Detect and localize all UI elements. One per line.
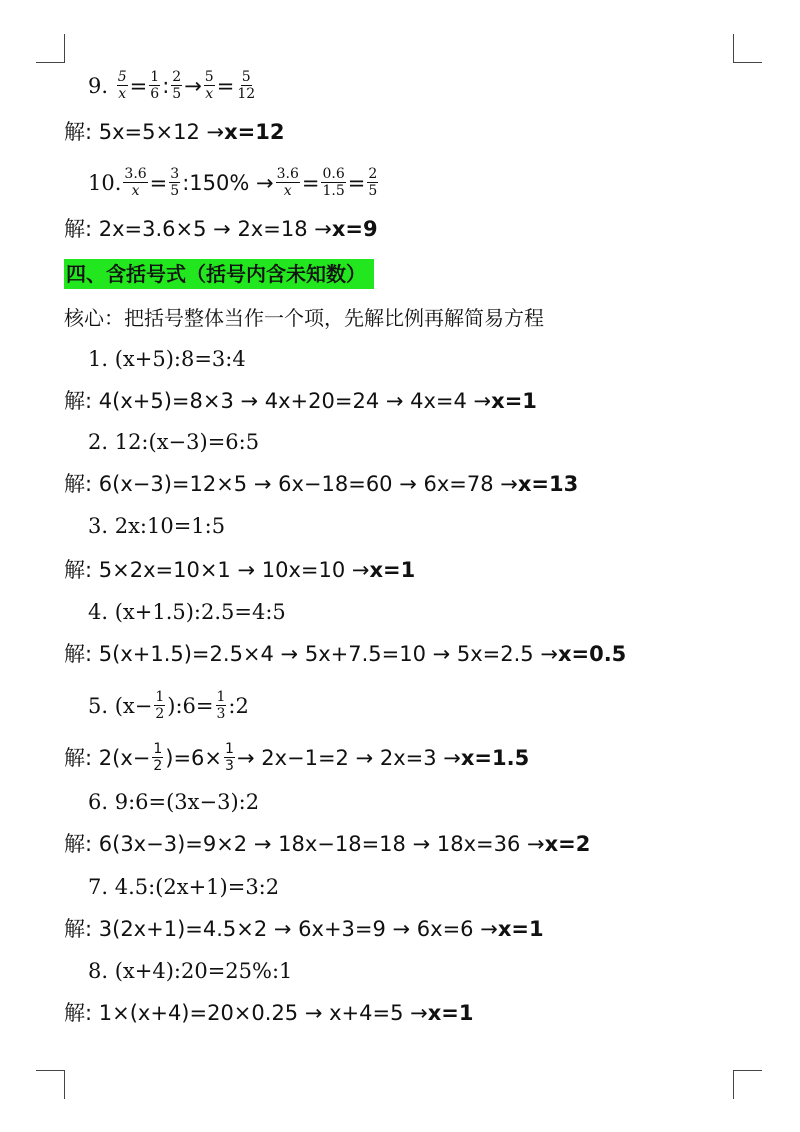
question-9: 9. $\frac{5}{x}$ = $\frac{1}{6}$ : $\frac{2}{5}$ → $\frac{5}{x}$ = $\frac{5}{12}$ (88, 69, 256, 102)
answer-10: 解: 2x=3.6×5 → 2x=18 → x=9 (64, 214, 378, 244)
answer-8: 解: 1×(x+4)=20×0.25 → x+4=5 → x=1 (64, 998, 474, 1028)
answer-1: 解: 4(x+5)=8×3 → 4x+20=24 → 4x=4 → x=1 (64, 386, 537, 416)
final-answer: x=1 (427, 1001, 474, 1025)
final-answer: x=1 (491, 389, 537, 413)
answer-4: 解: 5(x+1.5)=2.5×4 → 5x+7.5=10 → 5x=2.5 → x=0.5 (64, 639, 626, 669)
question-number: 10. (88, 170, 122, 195)
answer-5: 解: 2(x− $\frac{1}{2}$ )=6× $\frac{1}{3}$ → 2x−1=2 → 2x=3 → x=1.5 (64, 741, 530, 774)
crop-mark-bottom-left (36, 1070, 65, 1099)
fraction: $\frac{3.6}{x}$ (276, 166, 299, 199)
question-7: 7. 4.5:(2x+1)=3:2 (88, 875, 280, 899)
final-answer: x=9 (331, 217, 378, 241)
fraction: $\frac{5}{x}$ (204, 69, 214, 102)
final-answer: x=1 (497, 917, 544, 941)
fraction: $\frac{3.6}{x}$ (124, 166, 147, 199)
answer-7: 解: 3(2x+1)=4.5×2 → 6x+3=9 → 6x=6 → x=1 (64, 914, 544, 944)
fraction: $\frac{1}{3}$ (216, 689, 226, 722)
fraction: $\frac{1}{2}$ (153, 741, 163, 774)
answer-2: 解: 6(x−3)=12×5 → 6x−18=60 → 6x=78 → x=13 (64, 469, 578, 499)
answer-3: 解: 5×2x=10×1 → 10x=10 → x=1 (64, 555, 415, 585)
question-2: 2. 12:(x−3)=6:5 (88, 430, 260, 454)
final-answer: x=2 (544, 832, 591, 856)
question-6: 6. 9:6=(3x−3):2 (88, 790, 260, 814)
fraction: $\frac{1}{2}$ (155, 689, 165, 722)
question-3: 3. 2x:10=1:5 (88, 514, 226, 538)
fraction: $\frac{2}{5}$ (368, 166, 378, 199)
fraction: $\frac{1}{6}$ (150, 69, 160, 102)
question-5: 5. (x− $\frac{1}{2}$ ):6= $\frac{1}{3}$ :2 (88, 689, 249, 722)
fraction: $\frac{3}{5}$ (170, 166, 180, 199)
answer-9: 解: 5x=5×12 → x=12 (64, 117, 284, 147)
fraction: $\frac{0.6}{1.5}$ (322, 166, 345, 199)
fraction: $\frac{1}{3}$ (225, 741, 234, 774)
final-answer: x=1 (369, 558, 416, 582)
crop-mark-bottom-right (733, 1070, 762, 1099)
question-number: 9. (88, 73, 109, 98)
question-8: 8. (x+4):20=25%:1 (88, 959, 293, 983)
crop-mark-top-right (733, 34, 762, 63)
section-heading: 四、含括号式（括号内含未知数） (64, 259, 374, 289)
question-10: 10. $\frac{3.6}{x}$ = $\frac{3}{5}$ :150% → $\frac{3.6}{x}$ = $\frac{0.6}{1.5}$ = $\frac{2}{5}$ (88, 166, 378, 199)
answer-6: 解: 6(3x−3)=9×2 → 18x−18=18 → 18x=36 → x=2 (64, 829, 590, 859)
question-4: 4. (x+1.5):2.5=4:5 (88, 600, 286, 624)
core-tip: 核心：把括号整体当作一个项，先解比例再解简易方程 (64, 306, 544, 330)
final-answer: x=0.5 (557, 642, 627, 666)
final-answer: x=13 (517, 472, 579, 496)
final-answer: x=1.5 (460, 745, 530, 770)
fraction: $\frac{5}{x}$ (117, 69, 127, 102)
question-1: 1. (x+5):8=3:4 (88, 347, 246, 371)
fraction: $\frac{5}{12}$ (237, 69, 256, 102)
final-answer: x=12 (224, 120, 285, 144)
crop-mark-top-left (36, 34, 65, 63)
fraction: $\frac{2}{5}$ (172, 69, 182, 102)
